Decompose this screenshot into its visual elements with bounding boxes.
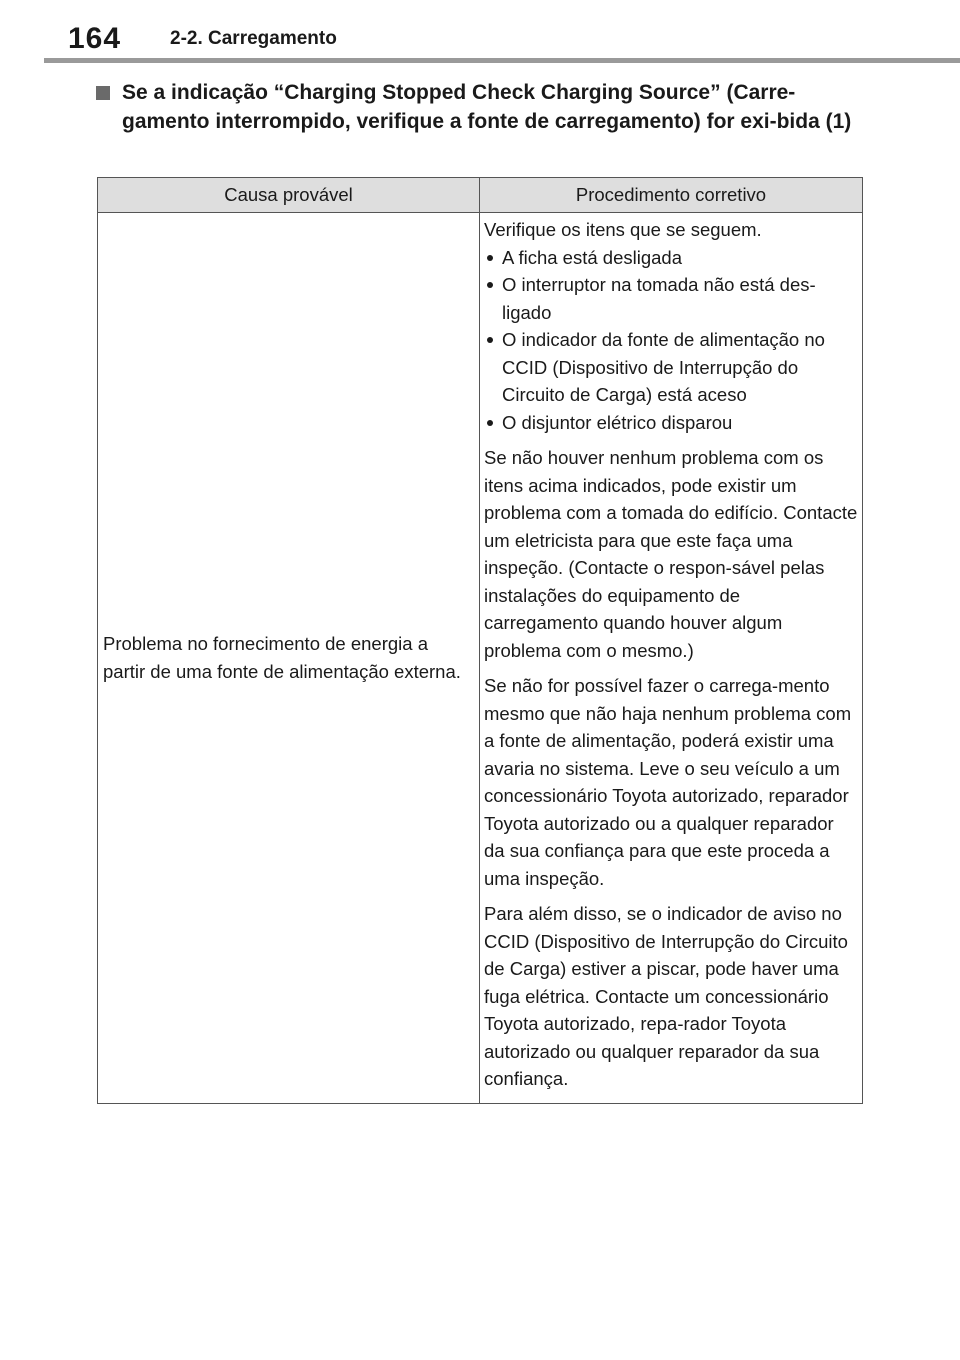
section-heading [96,78,866,136]
section-title: 2-2. Carregamento [170,28,337,49]
list-item: O disjuntor elétrico disparou [484,409,858,437]
procedure-paragraph: Se não houver nenhum problema com os itens acima indicados, pode existir um problema com a tomada do edifício. Contacte um eletricista para que este faça uma inspeção. (Contacte o respon-sável pelas instalações do equipamento de carregamento quando houver algum problema com o mesmo.) [484,447,858,661]
check-list [484,244,858,437]
list-item: O indicador da fonte de alimentação no CCID (Dispositivo de Interrupção do Circuito de Carga) está aceso [484,326,858,409]
page-header [0,0,960,58]
page-number: 164 [68,22,122,55]
procedure-cell [480,213,863,1104]
table-header-row [98,178,863,213]
procedure-paragraph: Para além disso, se o indicador de aviso no CCID (Dispositivo de Interrupção do Circuito de Carga) estiver a piscar, pode haver uma fuga elétrica. Contacte um concessionário Toyota autorizado, repa-rador Toyota autorizado ou qualquer reparador da sua confiança. [484,903,848,1089]
header-divider [44,58,960,63]
troubleshooting-table [97,177,863,1104]
table-row [98,213,863,1104]
column-header-procedure: Procedimento corretivo [480,178,863,213]
square-bullet-icon [96,86,110,100]
procedure-intro: Verifique os itens que se seguem. [484,219,762,240]
heading-text: Se a indicação “Charging Stopped Check Charging Source” (Carre-gamento interrompido, verifique a fonte de carregamento) for exi-bida (1) [122,81,852,133]
column-header-cause: Causa provável [98,178,480,213]
list-item: O interruptor na tomada não está des-ligado [484,271,858,326]
list-item: A ficha está desligada [484,244,858,272]
cause-cell: Problema no fornecimento de energia a partir de uma fonte de alimentação externa. [98,213,480,1104]
procedure-paragraph: Se não for possível fazer o carrega-mento mesmo que não haja nenhum problema com a fonte de alimentação, poderá existir uma avaria no sistema. Leve o seu veículo a um concessionário Toyota autorizado, reparador Toyota autorizado ou a qualquer reparador da sua confiança para que este proceda a uma inspeção. [484,675,852,889]
